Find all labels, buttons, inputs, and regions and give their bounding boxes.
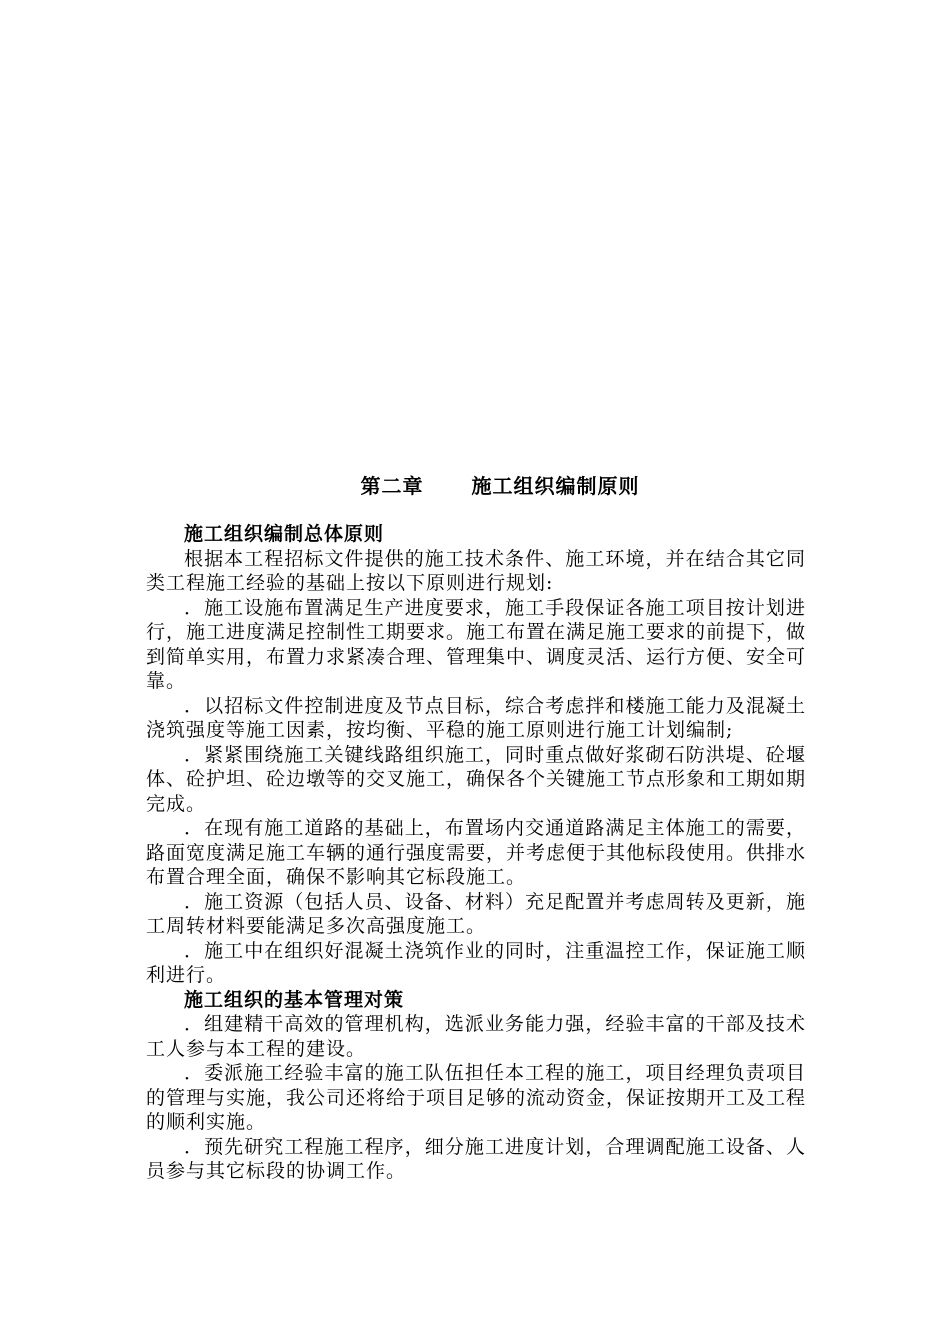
paragraph: ．在现有施工道路的基础上，布置场内交通道路满足主体施工的需要，路面宽度满足施工车辆的通行强度需要，并考虑便于其他标段使用。供排水布置合理全面，确保不影响其它标段施工。 (146, 817, 807, 888)
paragraph: ．预先研究工程施工程序，细分施工进度计划，合理调配施工设备、人员参与其它标段的协调工作。 (146, 1135, 806, 1182)
paragraph: ．紧紧围绕施工关键线路组织施工，同时重点做好浆砌石防洪堤、砼堰体、砼护坦、砼边墩等的交叉施工，确保各个关键施工节点形象和工期如期完成。 (146, 743, 807, 815)
paragraph: ．施工中在组织好混凝土浇筑作业的同时，注重温控工作，保证施工顺利进行。 (146, 939, 806, 986)
section-heading-general-principles: 施工组织编制总体原则 (184, 523, 385, 545)
paragraph: ．施工资源（包括人员、设备、材料）充足配置并考虑周转及更新，施工周转材料要能满足多次高强度施工。 (146, 890, 806, 937)
document-body (146, 522, 806, 1184)
chapter-name: 施工组织编制原则 (471, 474, 640, 498)
paragraph: ．组建精干高效的管理机构，选派业务能力强，经验丰富的干部及技术工人参与本工程的建设。 (146, 1013, 806, 1060)
paragraph: ．委派施工经验丰富的施工队伍担任本工程的施工，项目经理负责项目的管理与实施，我公司还将给于项目足够的流动资金，保证按期开工及工程的顺利实施。 (146, 1062, 807, 1133)
paragraph: ．施工设施布置满足生产进度要求，施工手段保证各施工项目按计划进行，施工进度满足控制性工期要求。施工布置在满足施工要求的前提下，做到简单实用，布置力求紧凑合理、管理集中、调度灵活、运行方便、安全可靠。 (146, 596, 807, 692)
chapter-title (0, 471, 950, 501)
section-heading-management-measures: 施工组织的基本管理对策 (184, 988, 405, 1011)
chapter-number: 第二章 (360, 474, 424, 498)
paragraph: 根据本工程招标文件提供的施工技术条件、施工环境，并在结合其它同类工程施工经验的基础上按以下原则进行规划: (146, 547, 806, 594)
paragraph: ．以招标文件控制进度及节点目标，综合考虑拌和楼施工能力及混凝土浇筑强度等施工因素，按均衡、平稳的施工原则进行施工计划编制; (146, 694, 806, 741)
